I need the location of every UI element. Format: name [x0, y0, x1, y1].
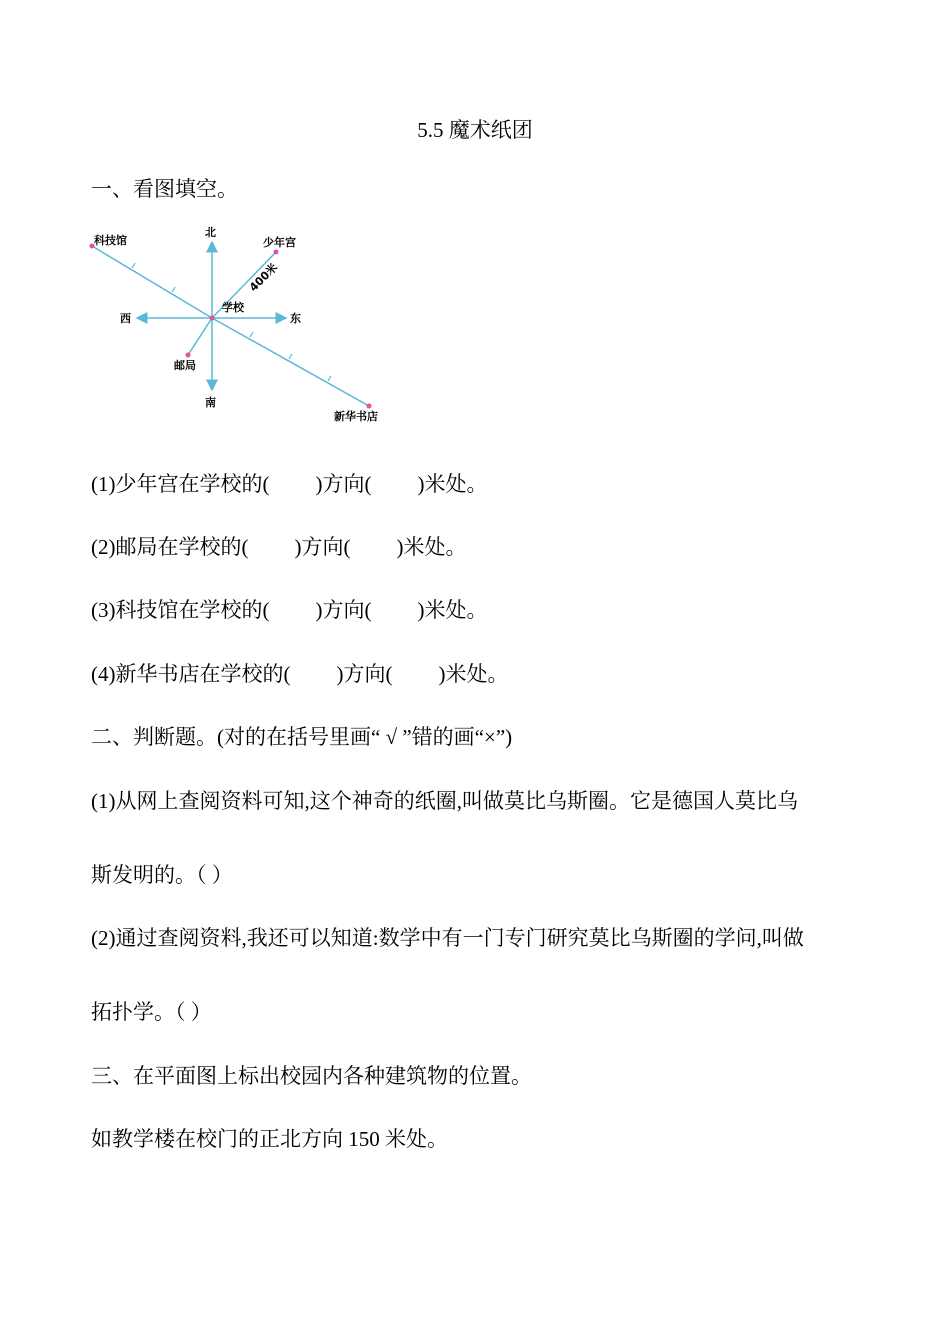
school-point	[210, 316, 215, 321]
judge-q1-line2: 斯发明的。（ ）	[91, 863, 233, 887]
route-science-museum	[92, 246, 212, 318]
label-youth-palace: 少年宫	[263, 236, 296, 249]
section3-example: 如教学楼在校门的正北方向 150 米处。	[91, 1127, 448, 1151]
label-west: 西	[120, 312, 131, 325]
label-north: 北	[205, 226, 216, 239]
judge-q1-line1: (1)从网上查阅资料可知,这个神奇的纸圈,叫做莫比乌斯圈。它是德国人莫比乌	[91, 789, 798, 813]
section3-heading: 三、在平面图上标出校园内各种建筑物的位置。	[91, 1064, 532, 1088]
label-school: 学校	[222, 301, 244, 314]
question-4: (4)新华书店在学校的( )方向( )米处。	[91, 662, 509, 686]
judge-q2-line1: (2)通过查阅资料,我还可以知道:数学中有一门专门研究莫比乌斯圈的学问,叫做	[91, 926, 804, 950]
post-office-point	[186, 353, 191, 358]
scale-ticks	[132, 263, 331, 381]
question-1: (1)少年宫在学校的( )方向( )米处。	[91, 472, 488, 496]
route-bookstore	[212, 318, 369, 406]
route-post-office	[188, 318, 212, 355]
judge-q2-line2: 拓扑学。（ ）	[91, 1000, 212, 1024]
label-science-museum: 科技馆	[94, 234, 127, 247]
bookstore-point	[367, 404, 372, 409]
question-3: (3)科技馆在学校的( )方向( )米处。	[91, 598, 488, 622]
section2-heading: 二、判断题。(对的在括号里画“ √ ”错的画“×”)	[91, 725, 513, 749]
direction-diagram	[80, 218, 410, 428]
label-bookstore: 新华书店	[334, 410, 378, 423]
page-title: 5.5 魔术纸团	[417, 118, 533, 142]
question-2: (2)邮局在学校的( )方向( )米处。	[91, 535, 467, 559]
youth-palace-point	[274, 250, 279, 255]
label-distance: 400米	[246, 260, 281, 295]
label-east: 东	[290, 312, 301, 325]
label-post-office: 邮局	[174, 359, 196, 372]
label-south: 南	[205, 396, 216, 409]
section1-heading: 一、看图填空。	[91, 177, 238, 201]
